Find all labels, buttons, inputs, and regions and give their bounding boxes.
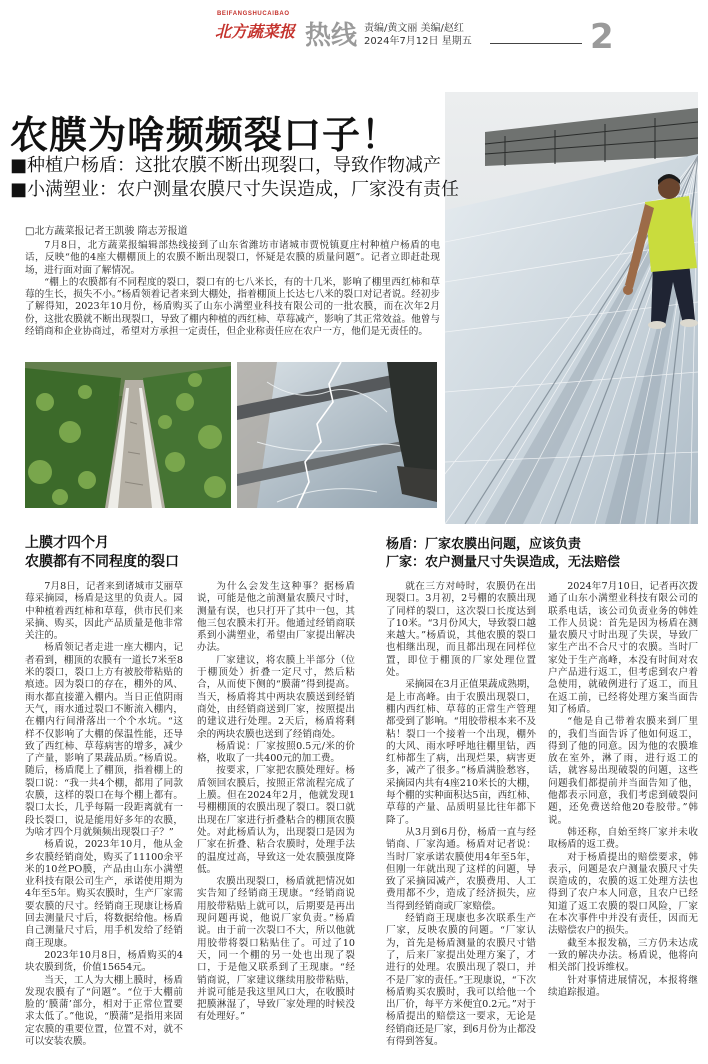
masthead-pinyin: BEIFANGSHUCAIBAO [217,11,290,17]
section2-heading [386,536,620,572]
section1-paragraph: 杨盾领记者走进一座大棚内，记者看到，棚顶的农膜有一道长7米至8米的裂口，裂口上方有被胶带粘贴的痕迹。因为裂口的存在，棚外的风、雨水都直接灌入棚内。当日正值阴雨天气，雨水通过裂口不断流入棚内，在棚内行间滑落出一个个水坑。“这样不仅影响了大棚的保温性能，还导致了西红柿、草莓病害的增多，减少了产量，影响了果蔬品质。”杨盾说。随后，杨盾爬上了棚顶，指着棚上的裂口说：“我一共4个棚，都用了同款农膜，这样的裂口在每个棚上都有。裂口太长，几乎每隔一段距离就有一段长裂口，说是能用好多年的农膜，为啥才四个月就频频出现裂口子？” [25,642,183,838]
section1-body [25,581,355,1059]
section2-heading-line: 杨盾：厂家农膜出问题，应该负责 [386,537,582,552]
photo-film-crack [237,362,437,508]
section-title: 热线 [305,21,358,51]
photo-field-svg [25,362,231,508]
farmer-shoe [680,319,698,327]
intro-text [25,240,440,338]
subhead-farmer: ■种植户杨盾：这批农膜不断出现裂口，导致作物减产 [10,155,442,176]
section2-paragraph: 2024年7月10日，记者再次拨通了山东小满塑业科技有限公司的联系电话，该公司负责业务的韩姓工作人员说：首先是因为杨盾在测量农膜尺寸时出现了失误，导致厂家生产出不合尺寸的农膜。当时厂家处于生产高峰，本没有时间对农户产品进行返工，但考虑到农户着急使用，就破例进行了返工，而且在返工前，已经将处理方案当面告知了杨盾。 [548,581,698,715]
subhead-company: ■小满塑业：农户测量农膜尺寸失误造成，厂家没有责任 [10,179,460,200]
byline: □北方蔬菜报记者王凯骏 隋志芳报道 [25,226,188,237]
headline: 农膜为啥频频裂口子！ [10,113,401,157]
section1-paragraph: 为什么会发生这种事？据杨盾说，可能是他之前测量农膜尺寸时，测量有误，也只打开了其中一包，其他三包农膜未打开。他通过经销商联系到小满塑业，希望由厂家提出解决办法。 [197,581,355,654]
section2-paragraph: 从3月到6月份，杨盾一直与经销商、厂家沟通。杨盾对记者说：当时厂家承诺农膜使用4年至5年，但刚一年就出现了这样的问题，导致了采摘园减产，农膜费用、人工费用都不少，造成了经济损失，应当得到经销商或厂家赔偿。 [386,826,536,912]
section1-paragraph: 农膜出现裂口，杨盾就把情况如实告知了经销商王现康。“经销商说用胶带粘贴上就可以，后期要是再出现问题再说，他说厂家负责。”杨盾说。由于前一次裂口不大，所以他就用胶带将裂口粘贴住了。可过了10天，同一个棚的另一处也出现了裂口，于是他又联系到了王现康。“经销商说，厂家建议继续用胶带粘贴，并说可能是我这里风口大，在收膜时把膜淋湿了，导致厂家处理的时候没有处理好。” [197,876,355,1023]
section1-paragraph: 厂家建议，将农膜上半部分（位于棚顶处）折叠一定尺寸，然后粘合，从而使下侧的“膜蒲”得到提高。当天，杨盾将其中两块农膜送到经销商处，由经销商送到厂家，按照提出的建议进行处理。2天后，杨盾将剩余的两块农膜也送到了经销商处。 [197,654,355,740]
photo-farmer-on-greenhouse [445,92,698,524]
section1-paragraph: 杨盾说：厂家按照0.5元/米的价格，收取了一共400元的加工费。 [197,740,355,765]
section2-paragraph: 韩还称，自始至终厂家并未收取杨盾的返工费。 [548,826,698,851]
intro-paragraph: 7月8日，北方蔬菜报编辑部热线接到了山东省潍坊市诸城市贾悦镇夏庄村种植户杨盾的电话，反映“他的4座大棚棚顶上的农膜不断出现裂口，怀疑是农膜的质量问题”。记者立即赶赴现场，进行面对面了解情况。 [25,240,440,276]
section2-body [386,581,698,1059]
section1-heading-line: 农膜都有不同程度的裂口 [25,554,179,570]
section1-heading [25,534,179,572]
section1-paragraph: 杨盾说，2023年10月，他从金乡农膜经销商处，购买了11100余平米的10丝PO膜，产品由山东小满塑业科技有限公司生产，承诺使用期为4年至5年。购买农膜时，生产厂家需要农膜的尺寸。经销商王现康让杨盾回去测量尺寸后，将数据给他。杨盾自己测量尺寸后，用手机发给了经销商王现康。 [25,839,183,949]
section1-heading-line: 上膜才四个月 [25,535,109,551]
section2-paragraph: 截至本报发稿，三方仍未达成一致的解决办法。杨盾说，他将向相关部门投诉维权。 [548,937,698,974]
issue-date: 2024年7月12日 星期五 [364,36,472,47]
section1-paragraph: 7月8日，记者来到诸城市艾丽草莓采摘园，杨盾是这里的负责人。园中种植着西红柿和草莓，供市民们来采摘、购买，因此产品质量是他非常关注的。 [25,581,183,642]
farmer-hand [623,285,633,295]
farmer-shoe [648,321,666,329]
section2-paragraph: 对于杨盾提出的赔偿要求，韩表示，问题是农户测量农膜尺寸失误造成的，农膜的返工处理方法也得到了农户本人同意，且农户已经知道了返工农膜的裂口风险，厂家在本次事件中并没有责任，因而无法赔偿农户的损失。 [548,851,698,937]
photo-farmer-svg [445,92,698,524]
photo-field-plants [25,362,231,508]
section2-paragraph: 采摘园在3月正值果蔬成熟期，是上市高峰。由于农膜出现裂口，棚内西红柿、草莓的正常生产管理都受到了影响。“用胶带根本来不及粘！裂口一个接着一个出现，棚外的大风、雨水呼呼地往棚里钻，西红柿都生了病，出现烂果，病害更多，减产了很多。”杨盾满脸愁容，采摘园内共有4座210米长的大棚，每个棚的实种面积达5亩，西红柿、草莓的产量、品质明显比往年都下降了。 [386,679,537,826]
section2-heading-line: 厂家：农户测量尺寸失误造成，无法赔偿 [386,555,621,570]
photo-crack-svg [237,362,437,508]
section2-paragraph: 经销商王现康也多次联系生产厂家，反映农膜的问题。“厂家认为，首先是杨盾测量的农膜尺寸错了，后来厂家提出处理方案了，才进行的处理。农膜出现了裂口，并不是厂家的责任。”王现康说，“下次杨盾购买农膜时，我可以给他一个出厂价，每平方米便宜0.2元。”对于杨盾提出的赔偿这一要求，无论是经销商还是厂家，到6月份为止都没有得到答复。 [386,913,537,1047]
header-rule [490,43,582,44]
page-number: 2 [590,17,614,57]
section2-paragraph: 就在三方对峙时，农膜仍在出现裂口。3月初，2号棚的农膜出现了同样的裂口，这次裂口长度达到了10米。“3月份风大，导致裂口越来越大。”杨盾说，其他农膜的裂口也相继出现，而且都出现在同样位置，即位于棚顶的厂家处理位置处。 [386,581,536,679]
editors-credit: 责编/黄文丽 美编/赵红 [364,23,464,34]
intro-paragraph: “棚上的农膜都有不同程度的裂口，裂口有的七八米长，有的十几米，影响了棚里西红柿和草莓的生长，损失不小。”杨盾领着记者来到大棚处，指着棚顶上长达七八米的裂口对记者说。经初步了解得知，2023年10月份，杨盾购买了山东小满塑业科技有限公司的一批农膜，而在次年2月份，这批农膜就不断出现裂口，导致了棚内种植的西红柿、草莓减产，影响了其正常效益。他曾与经销商和企业协商过，希望对方承担一定责任，但企业称责任应在农户一方，他们是无责任的。 [25,276,440,338]
farmer-shirt [645,196,697,272]
section1-paragraph: 当天，工人为大棚上膜时，杨盾发现农膜有了“问题”。“位于大棚前脸的‘膜蒲’部分，相对于正常位置要求太低了。”他说，“膜蒲”是指用来固定农膜的重要位置，位置不对，就不可以安装农膜。 [25,974,183,1047]
section1-paragraph: 2023年10月8日，杨盾购买的4块农膜到货，价值15654元。 [25,949,183,974]
masthead-logo: 北方蔬菜报 [215,22,296,41]
section2-paragraph: 针对事情进展情况，本报将继续追踪报道。 [548,974,698,998]
section2-paragraph: “他是自己带着农膜来到厂里的，我们当面告诉了他如何返工，得到了他的同意。因为他的农膜堆放在室外，淋了雨，进行返工的话，就容易出现破裂的问题，这些问题我们都提前并当面告知了他，他都表示同意，我们考虑到破裂问题，还免费送给他20卷胶带。”韩说。 [548,716,698,826]
section1-paragraph: 按要求，厂家把农膜处理好。杨盾领回农膜后，按照正常流程完成了上膜。但在2024年2月，他就发现1号棚棚顶的农膜出现了裂口。裂口就出现在厂家进行折叠粘合的棚顶农膜处。对此杨盾认为，出现裂口是因为厂家在折叠、粘合农膜时，处理手法的温度过高，导致这一处农膜强度降低。 [197,765,355,875]
